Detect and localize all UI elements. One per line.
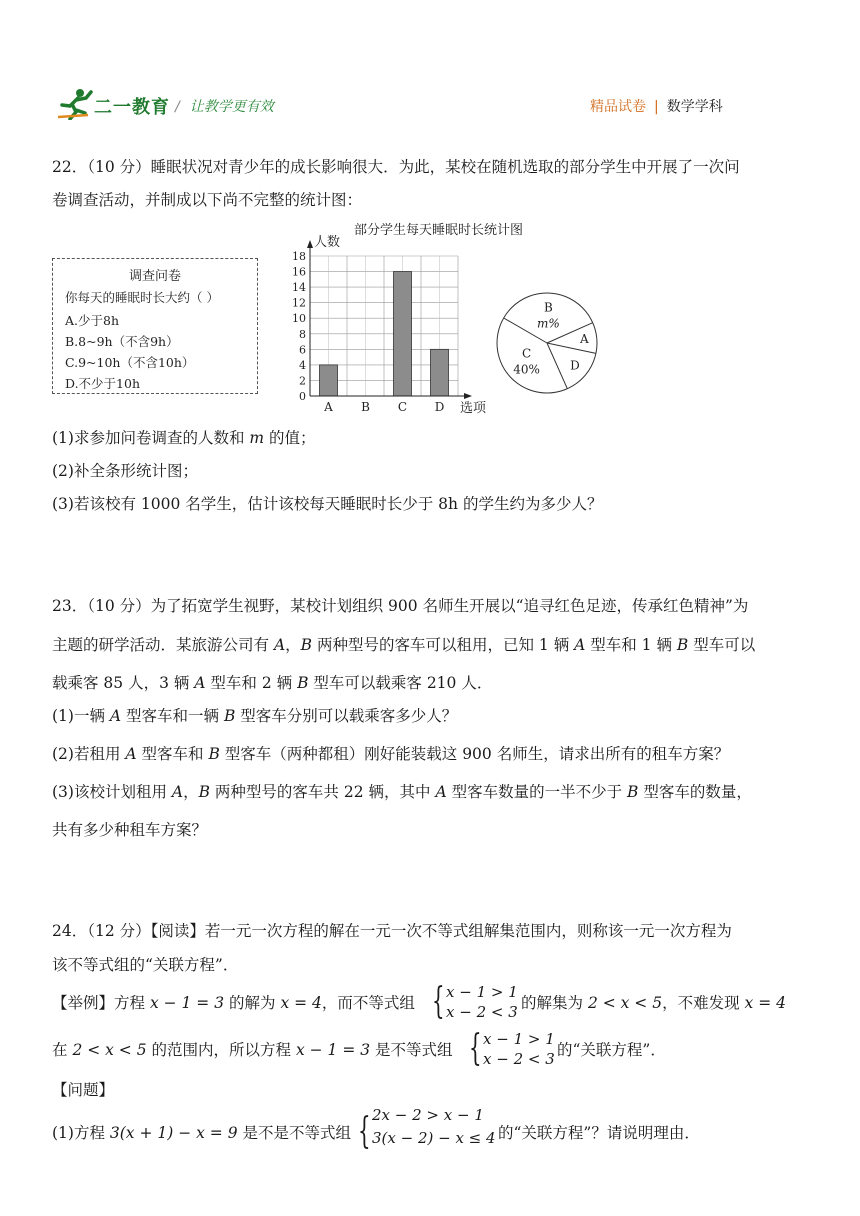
survey-option: A.少于8h bbox=[65, 313, 120, 328]
system1-top: x − 1 > 1 bbox=[446, 983, 518, 1001]
logo bbox=[58, 88, 168, 122]
chart-title: 部分学生每天睡眠时长统计图 bbox=[354, 223, 524, 238]
y-tick-label: 18 bbox=[292, 250, 306, 263]
survey-box bbox=[52, 258, 258, 394]
bar-chart bbox=[270, 228, 490, 416]
pie-label: C bbox=[521, 346, 532, 361]
survey-title: 调查问卷 bbox=[128, 269, 181, 284]
x-tick-label: B bbox=[361, 400, 370, 414]
survey-question: 你每天的睡眠时长大约（ ） bbox=[65, 290, 219, 305]
survey-option: B.8~9h（不含9h） bbox=[65, 334, 179, 349]
brace-icon: { bbox=[358, 1111, 371, 1152]
survey-option: D.不少于10h bbox=[65, 376, 141, 391]
system2-top: 2x − 2 > x − 1 bbox=[372, 1106, 484, 1124]
q23-line2: 主题的研学活动．某旅游公司有 A，B 两种型号的客车可以租用，已知 1 辆 A 型车和 1 辆 B 型车可以 bbox=[52, 636, 756, 654]
q24-p1: (1)方程 3(x + 1) − x = 9 是不是不等式组 bbox=[52, 1124, 352, 1142]
q23-sub3: (3)该校计划租用 A，B 两种型号的客车共 22 辆，其中 A 型客车数量的一半不少于 B 型客车的数量， bbox=[52, 783, 752, 801]
q24-example-cont: 的解集为 2 < x < 5，不难发现 x = 4 bbox=[521, 994, 786, 1012]
x-axis-label: 选项 bbox=[460, 401, 487, 416]
bar bbox=[431, 349, 449, 396]
q23-sub3-line2: 共有多少种租车方案？ bbox=[52, 821, 208, 839]
q22-sub1: (1)求参加问卷调查的人数和 m 的值； bbox=[52, 429, 316, 447]
q23-line1: 23．（10 分）为了拓宽学生视野，某校计划组织 900 名师生开展以“追寻红色足迹，传承红色精神”为 bbox=[52, 597, 749, 615]
y-axis-label: 人数 bbox=[314, 235, 341, 250]
slogan: / 让教学更有效 bbox=[175, 99, 274, 115]
header-right: 精品试卷 | 数学学科 bbox=[590, 99, 723, 115]
pie-chart bbox=[490, 290, 610, 400]
pie-label: B bbox=[544, 300, 553, 315]
q23-sub2: (2)若租用 A 型客车和 B 型客车（两种都租）刚好能装载这 900 名师生，请求出所有的租车方案？ bbox=[52, 745, 730, 763]
y-tick-label: 0 bbox=[299, 390, 306, 403]
x-tick-label: A bbox=[324, 400, 333, 414]
q24-line2: 该不等式组的“关联方程”． bbox=[52, 956, 239, 974]
x-tick-label: D bbox=[434, 400, 445, 414]
exam-tag: 精品试卷 bbox=[590, 99, 646, 115]
bar bbox=[394, 272, 412, 396]
brand-name: 二一教育 bbox=[94, 97, 170, 118]
y-tick-label: 12 bbox=[292, 296, 306, 310]
survey-option: C.9~10h（不含10h） bbox=[65, 355, 195, 370]
q24-p1-cont: 的“关联方程”？请说明理由． bbox=[498, 1124, 700, 1142]
q23-line3: 载乘客 85 人，3 辆 A 型车和 2 辆 B 型车可以载乘客 210 人． bbox=[52, 674, 493, 692]
y-tick-label: 2 bbox=[299, 374, 306, 388]
q23-sub1: (1)一辆 A 型客车和一辆 B 型客车分别可以载乘客多少人？ bbox=[52, 707, 458, 725]
q22-line2: 卷调查活动，并制成以下尚不完整的统计图： bbox=[52, 191, 363, 209]
y-tick-label: 6 bbox=[299, 343, 306, 357]
y-tick-label: 10 bbox=[292, 312, 306, 326]
q22-sub2: (2)补全条形统计图； bbox=[52, 462, 198, 480]
q24-line4-cont: 的“关联方程”． bbox=[557, 1041, 666, 1059]
y-axis-arrow-icon bbox=[307, 240, 313, 248]
q24-line4: 在 2 < x < 5 的范围内，所以方程 x − 1 = 3 是不等式组 bbox=[52, 1041, 453, 1059]
x-axis-arrow-icon bbox=[464, 393, 472, 399]
x-tick-label: C bbox=[397, 400, 408, 414]
q24-problem: 【问题】 bbox=[52, 1081, 115, 1099]
pie-label: A bbox=[579, 332, 589, 347]
brace-icon: { bbox=[469, 1028, 482, 1069]
brace-icon: { bbox=[432, 981, 445, 1022]
y-tick-label: 14 bbox=[292, 281, 306, 295]
y-tick-label: 4 bbox=[299, 358, 306, 372]
q22-sub3: (3)若该校有 1000 名学生，估计该校每天睡眠时长少于 8h 的学生约为多少人？ bbox=[52, 495, 603, 513]
system1-bottom: x − 2 < 3 bbox=[446, 1003, 518, 1021]
q22-line1: 22．（10 分）睡眠状况对青少年的成长影响很大．为此，某校在随机选取的部分学生中开展了一次问 bbox=[52, 158, 740, 176]
q24-example: 【举例】方程 x − 1 = 3 的解为 x = 4，而不等式组 bbox=[52, 994, 415, 1012]
pie-label: D bbox=[570, 358, 580, 373]
system1-top: x − 1 > 1 bbox=[483, 1030, 555, 1048]
q24-line1: 24．（12 分）【阅读】若一元一次方程的解在一元一次不等式组解集范围内，则称该一元一次方程为 bbox=[52, 922, 732, 940]
system2-bottom: 3(x − 2) − x ≤ 4 bbox=[372, 1129, 496, 1147]
pie-value-label: 40% bbox=[513, 362, 540, 377]
y-tick-label: 16 bbox=[292, 265, 306, 279]
bar bbox=[320, 365, 338, 396]
system1-bottom: x − 2 < 3 bbox=[483, 1050, 555, 1068]
subject-label: 数学学科 bbox=[666, 99, 723, 115]
y-tick-label: 8 bbox=[299, 327, 306, 341]
pie-value-label: m% bbox=[537, 316, 560, 331]
runner-logo-icon bbox=[58, 88, 94, 120]
